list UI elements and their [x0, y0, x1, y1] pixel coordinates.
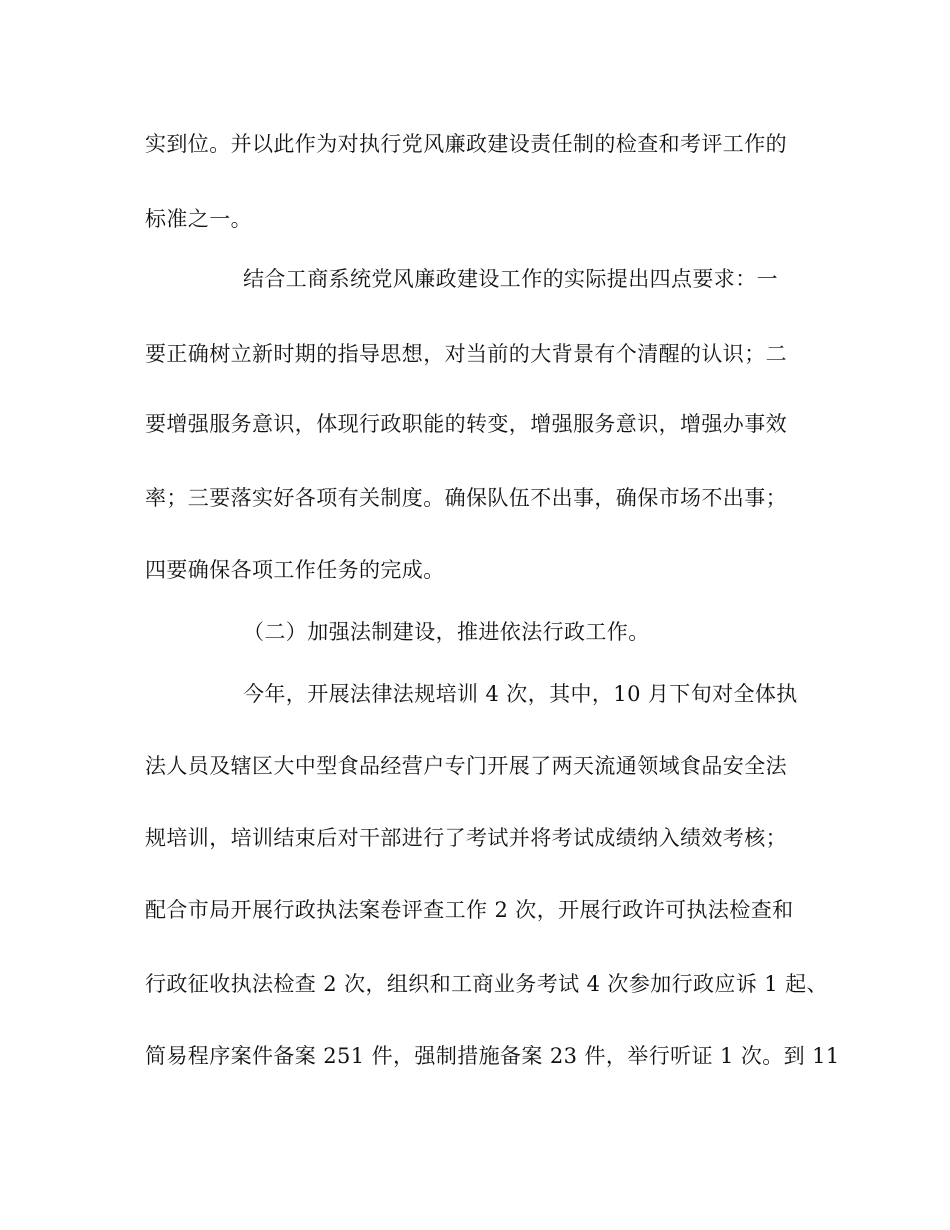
paragraph-line: 法人员及辖区大中型食品经营户专门开展了两天流通领域食品安全法 [145, 754, 787, 778]
section-heading: （二）加强法制建设，推进依法行政工作。 [243, 620, 650, 644]
paragraph-line: 行政征收执法检查 2 次，组织和工商业务考试 4 次参加行政应诉 1 起、 [145, 972, 828, 996]
paragraph-line: 标准之一。 [145, 207, 252, 231]
paragraph-line: 率；三要落实好各项有关制度。确保队伍不出事，确保市场不出事； [145, 486, 787, 510]
paragraph-line: 简易程序案件备案 251 件，强制措施备案 23 件，举行听证 1 次。到 11 [145, 1044, 840, 1068]
paragraph-line: 配合市局开展行政执法案卷评查工作 2 次，开展行政许可执法检查和 [145, 898, 794, 922]
paragraph-line: 今年，开展法律法规培训 4 次，其中，10 月下旬对全体执 [243, 682, 798, 706]
paragraph-line: 规培训，培训结束后对干部进行了考试并将考试成绩纳入绩效考核； [145, 826, 787, 850]
paragraph-line: 四要确保各项工作任务的完成。 [145, 558, 445, 582]
paragraph-line: 要增强服务意识，体现行政职能的转变，增强服务意识，增强办事效 [145, 412, 787, 436]
paragraph-line: 实到位。并以此作为对执行党风廉政建设责任制的检查和考评工作的 [145, 132, 787, 156]
paragraph-line: 要正确树立新时期的指导思想，对当前的大背景有个清醒的认识；二 [145, 342, 787, 366]
paragraph-line: 结合工商系统党风廉政建设工作的实际提出四点要求：一 [243, 267, 778, 291]
